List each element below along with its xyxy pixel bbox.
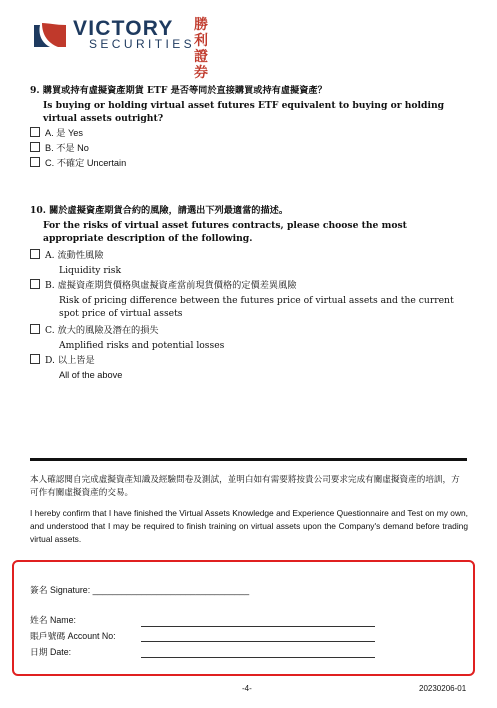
- name-label: 姓名 Name:: [30, 615, 76, 625]
- question-9-option-a[interactable]: [30, 127, 83, 140]
- option-label: A. 流動性風險: [45, 250, 104, 261]
- checkbox-icon[interactable]: [30, 157, 40, 167]
- brand-name: VICTORY: [73, 17, 174, 40]
- confirmation-text-zh: 本人確認閱自完成虛擬資產知識及經驗問卷及測試，並明白如有需要將按貴公司要求完成有關虛擬資產的培訓，方可作有關虛擬資產的交易。: [30, 475, 460, 498]
- question-10-option-c[interactable]: [30, 324, 159, 337]
- confirmation-text-en: I hereby confirm that I have finished the Virtual Assets Knowledge and Experience Questionnaire and Test on my own, and understood that I may be required to finish training on virtual assets upon the Company's demand before trading virtual assets.: [30, 508, 468, 544]
- checkbox-icon[interactable]: [30, 142, 40, 152]
- signature-field[interactable]: 簽名 Signature: ________________________________: [30, 585, 250, 595]
- signature-box: [12, 560, 475, 676]
- section-divider: [30, 458, 467, 461]
- question-9-title-en: Is buying or holding virtual asset futures ETF equivalent to buying or holding virtual assets outright?: [43, 100, 445, 124]
- question-10-title-zh: 10. 關於虛擬資產期貨合約的風險，請選出下列最適當的描述。: [30, 205, 289, 216]
- logo-mark-icon: [32, 19, 68, 49]
- checkbox-icon[interactable]: [30, 127, 40, 137]
- brand-chinese: 勝利證券: [194, 17, 208, 81]
- question-9-option-b[interactable]: [30, 142, 89, 155]
- account-no-input-line[interactable]: [141, 641, 375, 642]
- question-10-option-d[interactable]: [30, 354, 95, 367]
- name-input-line[interactable]: [141, 626, 375, 627]
- option-label: A. 是 Yes: [45, 128, 83, 138]
- date-label: 日期 Date:: [30, 647, 72, 657]
- question-10-option-a[interactable]: [30, 249, 103, 262]
- option-label: B. 不是 No: [45, 143, 89, 153]
- question-10-title-en: For the risks of virtual asset futures contracts, please choose the most appropriate description of the following.: [43, 220, 407, 244]
- question-10-option-c-en: Amplified risks and potential losses: [59, 340, 225, 351]
- document-code: 20230206-01: [419, 684, 467, 693]
- option-label: C. 放大的風險及潛在的損失: [45, 325, 159, 336]
- page-number: -4-: [242, 684, 252, 693]
- question-10-option-b-en: Risk of pricing difference between the futures price of virtual assets and the current spot price of virtual assets: [59, 295, 454, 319]
- option-label: C. 不確定 Uncertain: [45, 158, 127, 168]
- question-9-option-c[interactable]: [30, 157, 126, 170]
- question-10-option-d-en: All of the above: [59, 370, 123, 380]
- question-10-option-b[interactable]: [30, 279, 296, 292]
- checkbox-icon[interactable]: [30, 354, 40, 364]
- account-no-label: 賬戶號碼 Account No:: [30, 631, 116, 641]
- checkbox-icon[interactable]: [30, 324, 40, 334]
- question-9-title-zh: 9. 購買或持有虛擬資產期貨 ETF 是否等同於直接購買或持有虛擬資產？: [30, 85, 327, 96]
- victory-securities-logo: [32, 17, 212, 81]
- brand-subtitle: SECURITIES: [89, 37, 196, 51]
- question-10-option-a-en: Liquidity risk: [59, 265, 122, 276]
- checkbox-icon[interactable]: [30, 249, 40, 259]
- date-input-line[interactable]: [141, 657, 375, 658]
- checkbox-icon[interactable]: [30, 279, 40, 289]
- option-label: D. 以上皆是: [45, 355, 95, 366]
- option-label: B. 虛擬資產期貨價格與虛擬資產當前現貨價格的定價差異風險: [45, 280, 297, 291]
